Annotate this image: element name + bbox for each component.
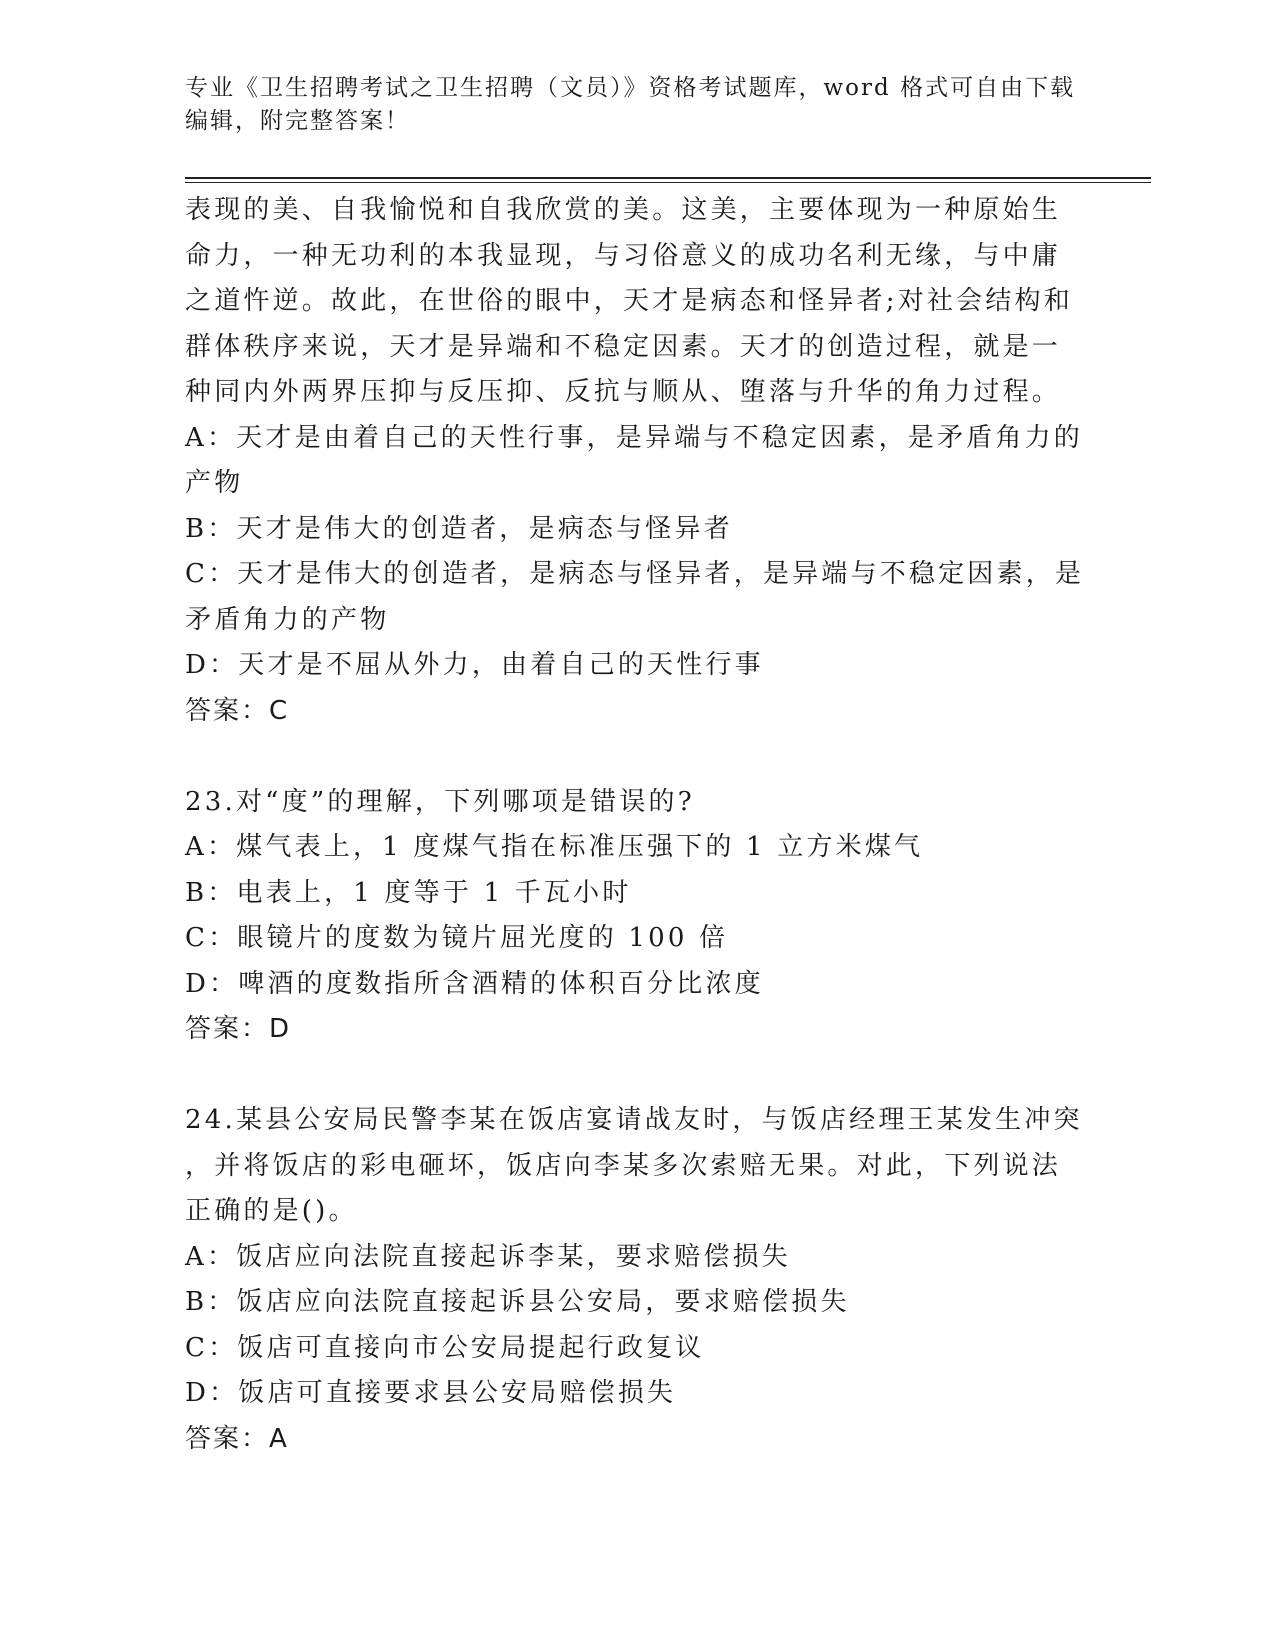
option-c-continued: 矛盾角力的产物 xyxy=(185,604,390,635)
passage-line: 之道忤逆。故此，在世俗的眼中，天才是病态和怪异者;对社会结构和 xyxy=(185,286,1073,316)
header-line-1: 专业《卫生招聘考试之卫生招聘（文员）》资格考试题库，word 格式可自由下载 xyxy=(185,75,1076,101)
option-c: C：眼镜片的度数为镜片屈光度的 100 倍 xyxy=(185,923,729,953)
option-a: A：煤气表上，1 度煤气指在标准压强下的 1 立方米煤气 xyxy=(185,832,924,862)
option-d: D：天才是不屈从外力，由着自己的天性行事 xyxy=(185,650,764,680)
answer-label: 答案：A xyxy=(185,1423,289,1454)
page-header xyxy=(185,72,1075,138)
question-stem: 24.某县公安局民警李某在饭店宴请战友时，与饭店经理王某发生冲突 xyxy=(185,1105,1083,1135)
spacer xyxy=(185,1053,1070,1099)
option-c: C：饭店可直接向市公安局提起行政复议 xyxy=(185,1332,705,1363)
option-b: B：天才是伟大的创造者，是病态与怪异者 xyxy=(185,513,733,544)
option-a-continued: 产物 xyxy=(185,468,244,498)
option-c: C：天才是伟大的创造者，是病态与怪异者，是异端与不稳定因素，是 xyxy=(185,559,1085,589)
question-22-continued xyxy=(185,188,1085,734)
question-stem: 23.对“度”的理解，下列哪项是错误的? xyxy=(185,786,695,817)
passage-line: 命力，一种无功利的本我显现，与习俗意义的成功名利无缘，与中庸 xyxy=(185,240,1062,271)
passage-line: 表现的美、自我愉悦和自我欣赏的美。这美，主要体现为一种原始生 xyxy=(185,195,1062,225)
question-24 xyxy=(185,1098,1083,1462)
option-d: D：啤酒的度数指所含酒精的体积百分比浓度 xyxy=(185,968,764,999)
option-a: A：饭店应向法院直接起诉李某，要求赔偿损失 xyxy=(185,1241,791,1272)
answer-label: 答案：D xyxy=(185,1014,292,1044)
passage-line: 种同内外两界压抑与反压抑、反抗与顺从、堕落与升华的角力过程。 xyxy=(185,377,1062,407)
document-body xyxy=(185,188,1085,1462)
option-b: B：饭店应向法院直接起诉县公安局，要求赔偿损失 xyxy=(185,1287,850,1317)
option-a: A：天才是由着自己的天性行事，是异端与不稳定因素，是矛盾角力的 xyxy=(185,422,1083,453)
answer-label: 答案：C xyxy=(185,695,290,726)
option-b: B：电表上，1 度等于 1 千瓦小时 xyxy=(185,877,632,908)
option-d: D：饭店可直接要求县公安局赔偿损失 xyxy=(185,1378,677,1408)
question-stem-continued: 正确的是()。 xyxy=(185,1196,358,1226)
question-23 xyxy=(185,780,1070,1053)
header-line-2: 编辑，附完整答案！ xyxy=(185,108,410,134)
spacer xyxy=(185,734,1070,780)
question-stem-continued: ，并将饭店的彩电砸坏，饭店向李某多次索赔无果。对此，下列说法 xyxy=(185,1150,1062,1181)
header-divider-thin xyxy=(185,182,1151,183)
passage-line: 群体秩序来说，天才是异端和不稳定因素。天才的创造过程，就是一 xyxy=(185,331,1062,362)
header-divider-thick xyxy=(185,177,1151,179)
